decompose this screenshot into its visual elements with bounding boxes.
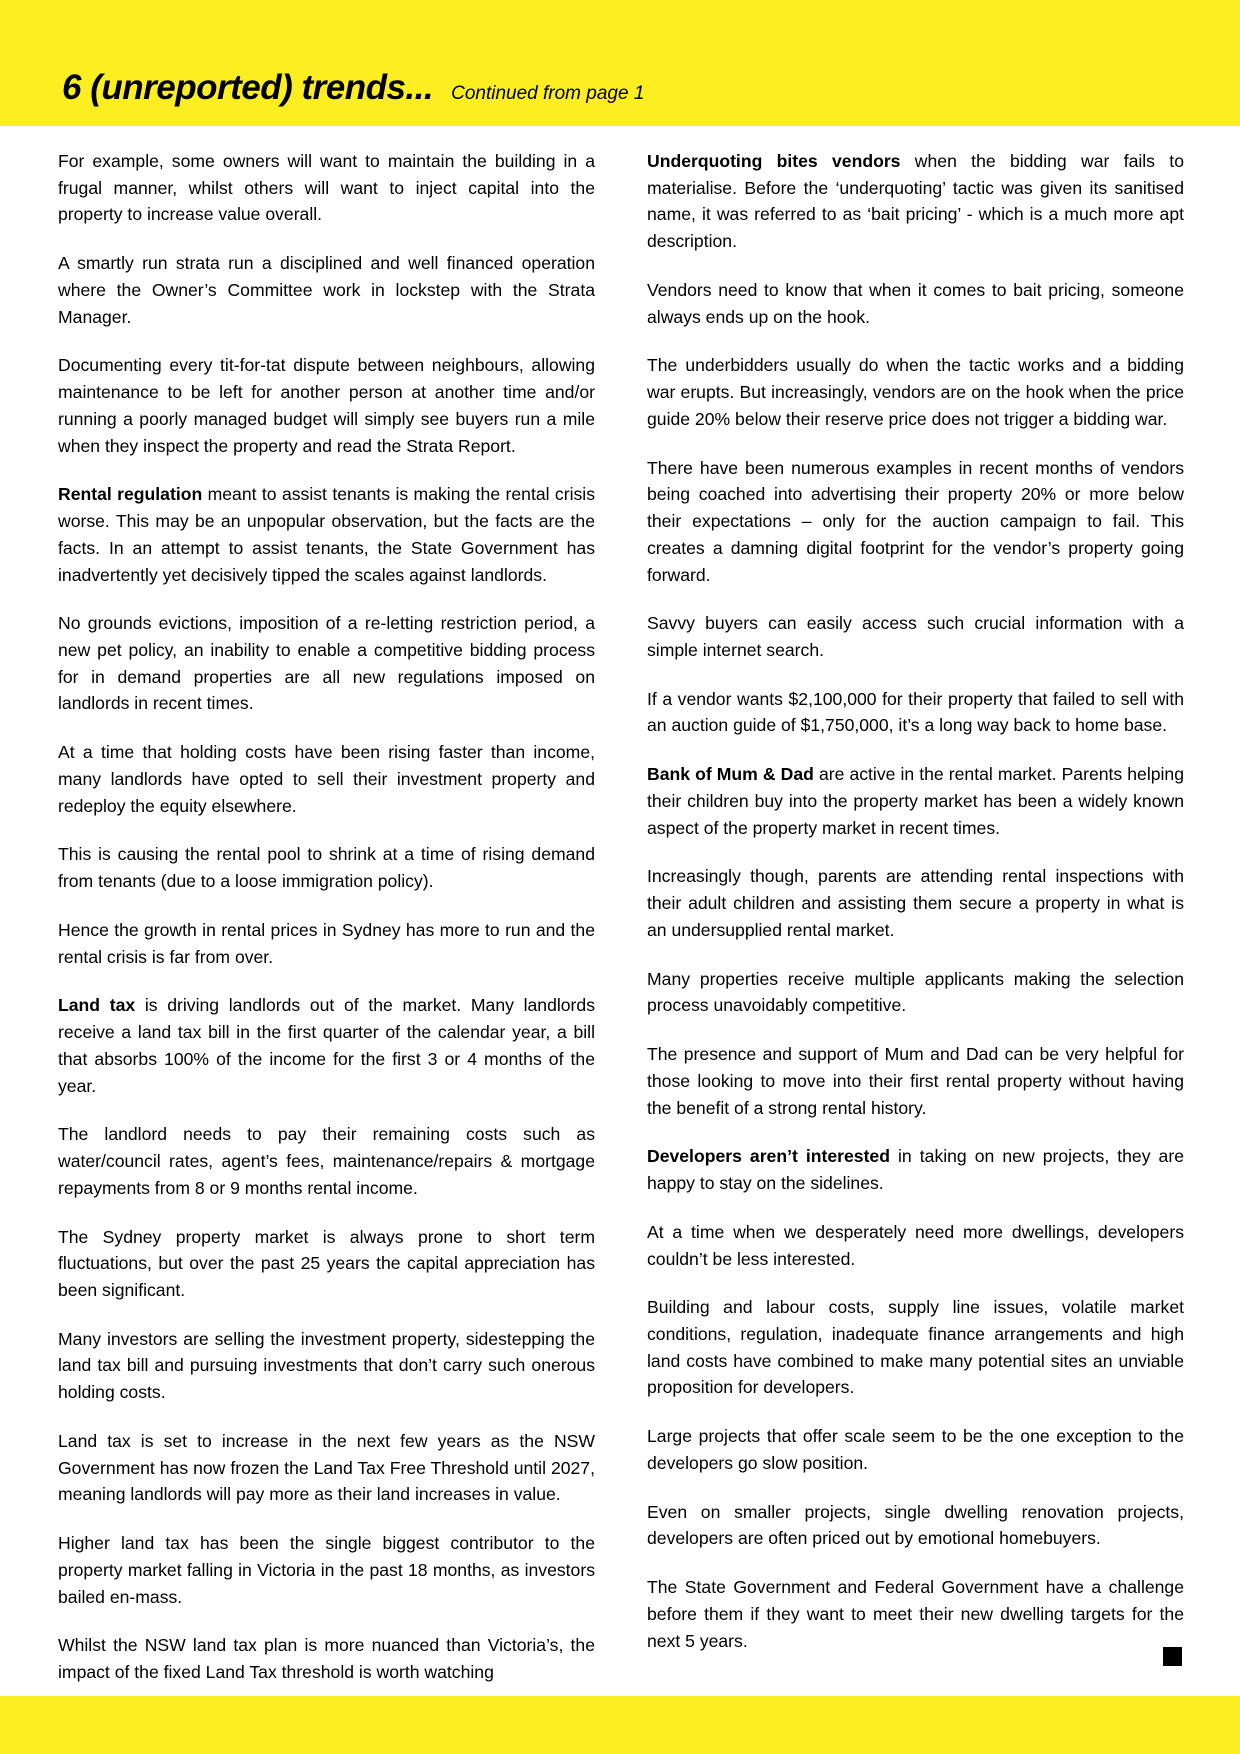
right-column-paragraph bbox=[647, 1423, 1184, 1476]
left-column-paragraph bbox=[58, 739, 595, 819]
paragraph-text: is driving landlords out of the market. Many landlords receive a land tax bill in the first quarter of the calendar year, a bill that absorbs 100% of the income for the first 3 or 4 months of the year. bbox=[58, 995, 596, 1096]
footer-band bbox=[0, 1696, 1240, 1754]
right-column-paragraph bbox=[647, 761, 1184, 841]
paragraph-text: Building and labour costs, supply line issues, volatile market conditions, regulation, inadequate finance arrangements and high land costs have combined to make many potential sites an unviable proposition for developers. bbox=[647, 1297, 1184, 1398]
paragraph-text: The presence and support of Mum and Dad can be very helpful for those looking to move into their first rental property without having the benefit of a strong rental history. bbox=[647, 1044, 1184, 1118]
paragraph-text: If a vendor wants $2,100,000 for their property that failed to sell with an auction guide of $1,750,000, it’s a long way back to home base. bbox=[647, 688, 1184, 736]
paragraph-text: Large projects that offer scale seem to be the one exception to the developers go slow position. bbox=[647, 1426, 1184, 1473]
left-column-paragraph bbox=[58, 1530, 595, 1610]
left-column-paragraph bbox=[58, 1632, 595, 1685]
left-column-paragraph bbox=[58, 610, 595, 717]
right-column-paragraph bbox=[647, 966, 1184, 1019]
right-column-paragraph bbox=[647, 1219, 1184, 1272]
paragraph-text: The State Government and Federal Government have a challenge before them if they want to meet their new dwelling targets for the next 5 years. bbox=[647, 1577, 1184, 1651]
paragraph-text: Many properties receive multiple applicants making the selection process unavoidably competitive. bbox=[647, 968, 1184, 1016]
left-column-paragraph bbox=[58, 250, 595, 330]
paragraph-text: This is causing the rental pool to shrink at a time of rising demand from tenants (due to a loose immigration policy). bbox=[58, 844, 595, 892]
left-column-paragraph bbox=[58, 841, 595, 894]
left-column-paragraph bbox=[58, 148, 595, 228]
right-column-paragraph bbox=[647, 1041, 1184, 1121]
paragraph-text: There have been numerous examples in recent months of vendors being coached into advertising their property 20% or more below their expectations – only for the auction campaign to fail. This creates a damning digital footprint for the vendor’s property going forward. bbox=[647, 457, 1184, 585]
paragraph-lead-in: Land tax bbox=[58, 995, 136, 1016]
paragraph-text: in taking on new projects, they are happy to stay on the sidelines. bbox=[647, 1146, 1184, 1194]
right-column bbox=[647, 148, 1184, 1686]
paragraph-text: Higher land tax has been the single biggest contributor to the property market falling in Victoria in the past 18 months, as investors bailed en-mass. bbox=[58, 1533, 595, 1607]
article-body bbox=[58, 148, 1184, 1686]
left-column-paragraph bbox=[58, 1121, 595, 1201]
left-column-paragraph bbox=[58, 992, 595, 1099]
paragraph-text: The landlord needs to pay their remaining costs such as water/council rates, agent’s fees, maintenance/repairs & mortgage repayments from 8 or 9 months rental income. bbox=[58, 1124, 595, 1198]
paragraph-text: The underbidders usually do when the tactic works and a bidding war erupts. But increasingly, vendors are on the hook when the price guide 20% below their reserve price does not trigger a bidding war. bbox=[647, 355, 1184, 429]
right-column-paragraph bbox=[647, 610, 1184, 663]
paragraph-text: when the bidding war fails to materialise. Before the ‘underquoting’ tactic was given its sanitised name, it was referred to as ‘bait pricing’ - which is a much more apt description. bbox=[647, 151, 1184, 252]
paragraph-text: meant to assist tenants is making the rental crisis worse. This may be an unpopular observation, but the facts are the facts. In an attempt to assist tenants, the State Government has inadvertently yet decisively tipped the scales against landlords. bbox=[58, 484, 595, 585]
paragraph-text: Documenting every tit-for-tat dispute between neighbours, allowing maintenance to be left for another person at another time and/or running a poorly managed budget will simply see buyers run a mile when they inspect the property and read the Strata Report. bbox=[58, 355, 595, 456]
right-column-paragraph bbox=[647, 455, 1184, 589]
continued-from-note: Continued from page 1 bbox=[451, 83, 645, 104]
paragraph-lead-in: Underquoting bites vendors bbox=[647, 151, 901, 171]
right-column-paragraph bbox=[647, 1574, 1184, 1654]
right-column-paragraph bbox=[647, 148, 1184, 255]
paragraph-text: Whilst the NSW land tax plan is more nuanced than Victoria’s, the impact of the fixed Land Tax threshold is worth watching bbox=[58, 1635, 595, 1683]
paragraph-text: At a time that holding costs have been rising faster than income, many landlords have opted to sell their investment property and redeploy the equity elsewhere. bbox=[58, 742, 595, 816]
paragraph-text: Many investors are selling the investment property, sidestepping the land tax bill and pursuing investments that don’t carry such onerous holding costs. bbox=[58, 1328, 595, 1403]
paragraph-text: are active in the rental market. Parents helping their children buy into the property market has been a widely known aspect of the property market in recent times. bbox=[647, 764, 1185, 838]
paragraph-text: At a time when we desperately need more dwellings, developers couldn’t be less interested. bbox=[647, 1221, 1184, 1269]
left-column-paragraph bbox=[58, 1428, 595, 1508]
paragraph-text: No grounds evictions, imposition of a re-letting restriction period, a new pet policy, an inability to enable a competitive bidding process for in demand properties are all new regulations imposed on landlords in recent times. bbox=[58, 613, 595, 714]
end-of-article-marker bbox=[1163, 1647, 1182, 1666]
right-column-paragraph bbox=[647, 1499, 1184, 1552]
paragraph-text: A smartly run strata run a disciplined and well financed operation where the Owner’s Committee work in lockstep with the Strata Manager. bbox=[58, 253, 595, 327]
paragraph-text: The Sydney property market is always prone to short term fluctuations, but over the past 25 years the capital appreciation has been significant. bbox=[58, 1226, 595, 1300]
right-column-paragraph bbox=[647, 352, 1184, 432]
left-column-paragraph bbox=[58, 1224, 595, 1304]
header-content bbox=[62, 68, 644, 108]
paragraph-text: Hence the growth in rental prices in Sydney has more to run and the rental crisis is far from over. bbox=[58, 919, 595, 967]
left-column bbox=[58, 148, 595, 1686]
left-column-paragraph bbox=[58, 1326, 595, 1406]
paragraph-text: Land tax is set to increase in the next few years as the NSW Government has now frozen the Land Tax Free Threshold until 2027, meaning landlords will pay more as their land increases in value. bbox=[58, 1430, 595, 1505]
left-column-paragraph bbox=[58, 352, 595, 459]
right-column-paragraph bbox=[647, 1294, 1184, 1401]
left-column-paragraph bbox=[58, 481, 595, 588]
paragraph-lead-in: Rental regulation bbox=[58, 484, 203, 505]
paragraph-text: Savvy buyers can easily access such crucial information with a simple internet search. bbox=[647, 613, 1184, 661]
paragraph-text: Increasingly though, parents are attending rental inspections with their adult children and assisting them secure a property in what is an undersupplied rental market. bbox=[647, 866, 1184, 940]
paragraph-text: For example, some owners will want to maintain the building in a frugal manner, whilst others will want to inject capital into the property to increase value overall. bbox=[58, 151, 595, 225]
page-title: 6 (unreported) trends... bbox=[62, 68, 434, 107]
right-column-paragraph bbox=[647, 277, 1184, 330]
right-column-paragraph bbox=[647, 863, 1184, 943]
right-column-paragraph bbox=[647, 1143, 1184, 1196]
right-column-paragraph bbox=[647, 686, 1184, 739]
paragraph-lead-in: Bank of Mum & Dad bbox=[647, 764, 814, 785]
paragraph-lead-in: Developers aren’t interested bbox=[647, 1146, 890, 1167]
left-column-paragraph bbox=[58, 917, 595, 970]
paragraph-text: Even on smaller projects, single dwelling renovation projects, developers are often priced out by emotional homebuyers. bbox=[647, 1501, 1184, 1549]
paragraph-text: Vendors need to know that when it comes to bait pricing, someone always ends up on the hook. bbox=[647, 279, 1184, 327]
header-band bbox=[0, 0, 1240, 126]
